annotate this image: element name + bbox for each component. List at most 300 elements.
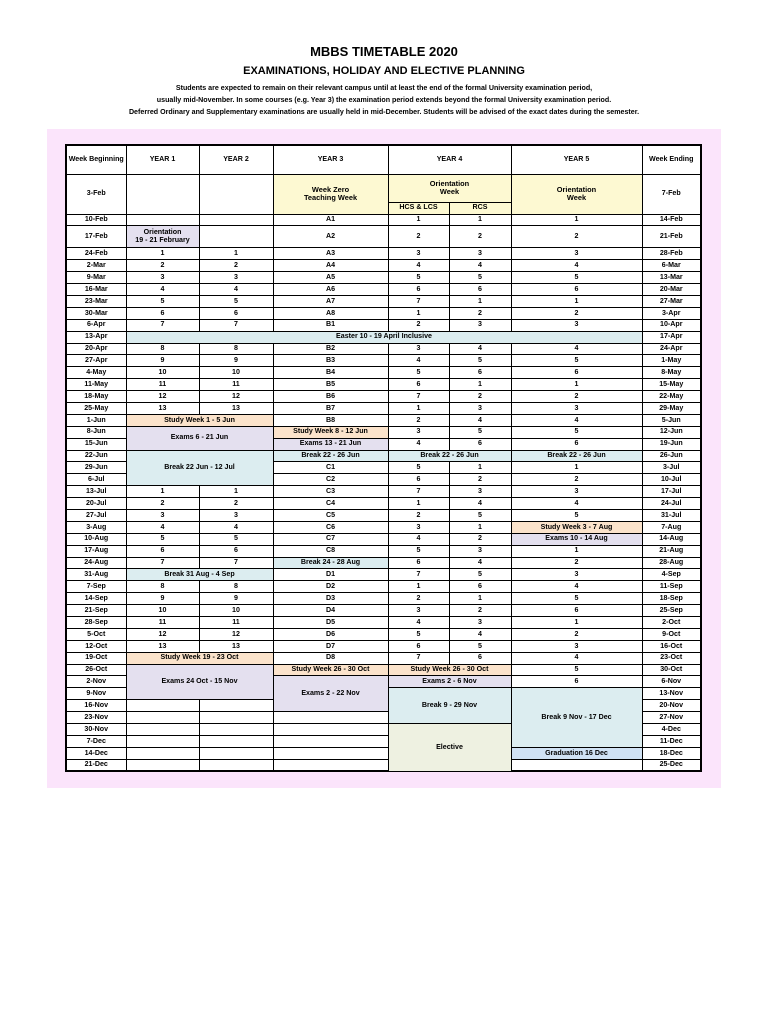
header-year4: YEAR 4 xyxy=(388,145,511,174)
schedule-cell: 2 xyxy=(126,260,199,272)
week-beginning-cell: 11-May xyxy=(66,379,126,391)
week-beginning-cell: 30-Nov xyxy=(66,724,126,736)
schedule-cell: 7 xyxy=(388,391,449,403)
schedule-event-cell: Easter 10 - 19 April Inclusive xyxy=(126,331,642,343)
schedule-cell: 7 xyxy=(388,295,449,307)
schedule-cell: 3 xyxy=(511,248,642,260)
schedule-cell: 10 xyxy=(199,605,273,617)
empty-cell xyxy=(199,759,273,771)
schedule-cell: 1 xyxy=(388,402,449,414)
week-ending-cell: 24-Apr xyxy=(642,343,701,355)
schedule-cell: D4 xyxy=(273,605,388,617)
schedule-cell: 3 xyxy=(449,248,511,260)
schedule-cell: 1 xyxy=(449,521,511,533)
schedule-cell: A8 xyxy=(273,307,388,319)
week-beginning-cell: 2-Mar xyxy=(66,260,126,272)
schedule-event-cell: Graduation 16 Dec xyxy=(511,747,642,759)
week-row xyxy=(66,319,701,331)
schedule-event-cell: Break 31 Aug - 4 Sep xyxy=(126,569,273,581)
schedule-cell: 2 xyxy=(449,605,511,617)
week-ending-cell: 9-Oct xyxy=(642,628,701,640)
week-beginning-cell: 6-Jul xyxy=(66,474,126,486)
schedule-cell: 9 xyxy=(126,593,199,605)
week-ending-cell: 19-Jun xyxy=(642,438,701,450)
schedule-cell: 3 xyxy=(449,617,511,629)
schedule-cell: 12 xyxy=(199,628,273,640)
schedule-event-cell: Study Week 8 - 12 Jun xyxy=(273,426,388,438)
week-ending-cell: 10-Jul xyxy=(642,474,701,486)
schedule-cell: 1 xyxy=(511,617,642,629)
schedule-cell: A1 xyxy=(273,214,388,226)
schedule-cell: 8 xyxy=(199,581,273,593)
week-ending-cell: 20-Mar xyxy=(642,284,701,296)
schedule-cell: 13 xyxy=(126,402,199,414)
week-beginning-cell: 4-May xyxy=(66,367,126,379)
year5-orientation-cell: Orientation Week xyxy=(511,174,642,214)
week-row xyxy=(66,569,701,581)
week-row xyxy=(66,272,701,284)
schedule-cell: B6 xyxy=(273,391,388,403)
schedule-cell: 2 xyxy=(388,509,449,521)
year1-cell xyxy=(126,174,199,214)
schedule-cell: 10 xyxy=(126,367,199,379)
empty-cell xyxy=(126,724,199,736)
header-year3: YEAR 3 xyxy=(273,145,388,174)
page-subtitle: EXAMINATIONS, HOLIDAY AND ELECTIVE PLANNING xyxy=(243,65,525,77)
week-ending-cell: 30-Oct xyxy=(642,664,701,676)
week-beginning-cell: 24-Feb xyxy=(66,248,126,260)
schedule-cell: 5 xyxy=(126,533,199,545)
week-beginning-cell: 29-Jun xyxy=(66,462,126,474)
schedule-cell: A5 xyxy=(273,272,388,284)
schedule-cell: 6 xyxy=(126,545,199,557)
schedule-cell: 5 xyxy=(388,628,449,640)
schedule-cell: 5 xyxy=(511,272,642,284)
schedule-cell: 13 xyxy=(199,402,273,414)
schedule-cell: A3 xyxy=(273,248,388,260)
week-beginning-cell: 7-Dec xyxy=(66,735,126,747)
schedule-cell: C3 xyxy=(273,486,388,498)
schedule-cell: 3 xyxy=(511,402,642,414)
week-row xyxy=(66,628,701,640)
schedule-cell: 3 xyxy=(449,486,511,498)
week-beginning-cell: 28-Sep xyxy=(66,617,126,629)
schedule-event-cell: Elective xyxy=(388,724,511,772)
schedule-event-cell: Break 9 Nov - 17 Dec xyxy=(511,688,642,747)
week-beginning-cell: 18-May xyxy=(66,391,126,403)
schedule-cell: D2 xyxy=(273,581,388,593)
week-row xyxy=(66,759,701,771)
schedule-cell: 4 xyxy=(199,284,273,296)
empty-cell xyxy=(199,747,273,759)
schedule-cell: 3 xyxy=(126,509,199,521)
schedule-cell: 2 xyxy=(449,391,511,403)
schedule-cell: D3 xyxy=(273,593,388,605)
schedule-cell: 3 xyxy=(126,272,199,284)
week-row xyxy=(66,664,701,676)
week-ending-cell: 25-Dec xyxy=(642,759,701,771)
week-beginning-cell: 8-Jun xyxy=(66,426,126,438)
schedule-event-cell: Break 9 - 29 Nov xyxy=(388,688,511,724)
year4-hcs-lcs-header: HCS & LCS xyxy=(388,202,449,214)
week-beginning-cell: 16-Nov xyxy=(66,700,126,712)
week-ending-cell: 25-Sep xyxy=(642,605,701,617)
week-beginning-cell: 13-Apr xyxy=(66,331,126,343)
schedule-cell: 4 xyxy=(126,284,199,296)
schedule-cell: D1 xyxy=(273,569,388,581)
week-beginning-cell: 16-Mar xyxy=(66,284,126,296)
week-row xyxy=(66,355,701,367)
week-beginning-cell: 27-Apr xyxy=(66,355,126,367)
week-row xyxy=(66,486,701,498)
schedule-cell: 4 xyxy=(511,343,642,355)
schedule-cell: 6 xyxy=(388,474,449,486)
week-ending-cell: 1-May xyxy=(642,355,701,367)
schedule-cell: 2 xyxy=(388,319,449,331)
schedule-event-cell: Exams 2 - 6 Nov xyxy=(388,676,511,688)
week-beginning-cell: 9-Mar xyxy=(66,272,126,284)
week-row xyxy=(66,402,701,414)
header-year1: YEAR 1 xyxy=(126,145,199,174)
schedule-cell: 5 xyxy=(449,355,511,367)
schedule-cell: 1 xyxy=(126,248,199,260)
week-ending-cell: 4-Sep xyxy=(642,569,701,581)
intro-line: Deferred Ordinary and Supplementary examinations are usually held in mid-December. Students will be advised of the exact dates during the semester. xyxy=(128,108,640,116)
schedule-cell: 3 xyxy=(388,426,449,438)
week-ending-cell: 6-Nov xyxy=(642,676,701,688)
schedule-cell: 5 xyxy=(511,664,642,676)
schedule-cell: 6 xyxy=(511,438,642,450)
year4-rcs-header: RCS xyxy=(449,202,511,214)
schedule-cell: 7 xyxy=(126,319,199,331)
schedule-cell: 5 xyxy=(388,545,449,557)
week-beginning-cell: 23-Mar xyxy=(66,295,126,307)
schedule-cell: 4 xyxy=(449,414,511,426)
schedule-event-cell: Study Week 19 - 23 Oct xyxy=(126,652,273,664)
schedule-cell: 1 xyxy=(511,214,642,226)
schedule-cell: 6 xyxy=(449,367,511,379)
week-ending-cell: 15-May xyxy=(642,379,701,391)
week-ending-cell: 21-Feb xyxy=(642,226,701,248)
week-beginning-cell: 10-Aug xyxy=(66,533,126,545)
schedule-cell: 1 xyxy=(388,214,449,226)
empty-cell xyxy=(273,712,388,724)
week-row xyxy=(66,414,701,426)
schedule-cell: 6 xyxy=(449,438,511,450)
schedule-cell: 2 xyxy=(511,226,642,248)
schedule-cell: 9 xyxy=(126,355,199,367)
schedule-event-cell: Exams 10 - 14 Aug xyxy=(511,533,642,545)
week-beginning-cell: 2-Nov xyxy=(66,676,126,688)
schedule-cell: 6 xyxy=(511,676,642,688)
empty-cell xyxy=(199,700,273,712)
schedule-cell: 7 xyxy=(199,319,273,331)
schedule-cell: 5 xyxy=(449,640,511,652)
schedule-cell: C7 xyxy=(273,533,388,545)
week-ending-cell: 12-Jun xyxy=(642,426,701,438)
week-ending-cell: 24-Jul xyxy=(642,498,701,510)
schedule-cell: 6 xyxy=(126,307,199,319)
schedule-cell: 1 xyxy=(449,295,511,307)
week-beginning-cell: 6-Apr xyxy=(66,319,126,331)
schedule-cell: 5 xyxy=(388,462,449,474)
schedule-cell: 2 xyxy=(511,307,642,319)
schedule-cell: 13 xyxy=(199,640,273,652)
empty-cell xyxy=(126,700,199,712)
week-beginning-cell: 17-Feb xyxy=(66,226,126,248)
empty-cell xyxy=(199,724,273,736)
week-ending-cell: 16-Oct xyxy=(642,640,701,652)
schedule-cell: 5 xyxy=(199,295,273,307)
schedule-cell: 5 xyxy=(511,593,642,605)
schedule-event-cell: Exams 13 - 21 Jun xyxy=(273,438,388,450)
week-row xyxy=(66,509,701,521)
week-row xyxy=(66,367,701,379)
week-row xyxy=(66,260,701,272)
empty-cell xyxy=(126,712,199,724)
week-beginning-cell: 7-Sep xyxy=(66,581,126,593)
schedule-cell: 8 xyxy=(126,343,199,355)
week-ending-cell: 10-Apr xyxy=(642,319,701,331)
schedule-cell: B4 xyxy=(273,367,388,379)
week-ending-cell: 13-Mar xyxy=(642,272,701,284)
schedule-cell: 12 xyxy=(126,628,199,640)
schedule-cell: 2 xyxy=(449,226,511,248)
schedule-event-cell: Break 22 - 26 Jun xyxy=(273,450,388,462)
schedule-cell: D5 xyxy=(273,617,388,629)
week-row xyxy=(66,593,701,605)
empty-cell xyxy=(273,747,388,759)
week-row xyxy=(66,450,701,462)
schedule-cell: 3 xyxy=(511,640,642,652)
week-beginning-cell: 3-Aug xyxy=(66,521,126,533)
schedule-cell: 6 xyxy=(449,284,511,296)
week-row xyxy=(66,545,701,557)
schedule-cell: 5 xyxy=(388,272,449,284)
schedule-cell: 4 xyxy=(511,498,642,510)
week-beginning-cell: 13-Jul xyxy=(66,486,126,498)
schedule-cell: 1 xyxy=(388,307,449,319)
week-ending-cell: 14-Feb xyxy=(642,214,701,226)
schedule-cell: 5 xyxy=(126,295,199,307)
schedule-cell: 7 xyxy=(388,486,449,498)
week-ending-cell: 11-Sep xyxy=(642,581,701,593)
intro-line: usually mid-November. In some courses (e.g. Year 3) the examination period extends beyond the formal University examination period. xyxy=(156,96,612,104)
week-row xyxy=(66,533,701,545)
week-ending-cell: 7-Feb xyxy=(642,174,701,214)
week-row xyxy=(66,498,701,510)
week-beginning-cell: 3-Feb xyxy=(66,174,126,214)
schedule-cell: 4 xyxy=(388,260,449,272)
week-row xyxy=(66,605,701,617)
schedule-cell: 3 xyxy=(388,343,449,355)
week-beginning-cell: 19-Oct xyxy=(66,652,126,664)
empty-cell xyxy=(273,759,388,771)
intro-line: Students are expected to remain on their relevant campus until at least the end of the formal University examination period, xyxy=(175,84,593,92)
week-ending-cell: 23-Oct xyxy=(642,652,701,664)
week-beginning-cell: 23-Nov xyxy=(66,712,126,724)
schedule-cell: 3 xyxy=(449,545,511,557)
schedule-cell: 1 xyxy=(511,462,642,474)
week-ending-cell: 8-May xyxy=(642,367,701,379)
schedule-cell: 8 xyxy=(126,581,199,593)
schedule-cell: 4 xyxy=(449,343,511,355)
schedule-cell: 3 xyxy=(511,486,642,498)
schedule-cell: 12 xyxy=(126,391,199,403)
schedule-cell: C5 xyxy=(273,509,388,521)
schedule-event-cell: Break 22 Jun - 12 Jul xyxy=(126,450,273,486)
schedule-event-cell: Exams 24 Oct - 15 Nov xyxy=(126,664,273,700)
schedule-event-cell: Exams 6 - 21 Jun xyxy=(126,426,273,450)
week-row xyxy=(66,426,701,438)
schedule-cell: 4 xyxy=(449,628,511,640)
week-beginning-cell: 27-Jul xyxy=(66,509,126,521)
header-week-ending: Week Ending xyxy=(642,145,701,174)
schedule-cell: 3 xyxy=(388,521,449,533)
week-ending-cell: 3-Apr xyxy=(642,307,701,319)
week-beginning-cell: 22-Jun xyxy=(66,450,126,462)
schedule-cell: 7 xyxy=(388,652,449,664)
week-row xyxy=(66,214,701,226)
schedule-cell: 5 xyxy=(449,509,511,521)
schedule-cell: 3 xyxy=(388,605,449,617)
schedule-cell: 6 xyxy=(511,367,642,379)
week-row xyxy=(66,617,701,629)
empty-cell xyxy=(126,735,199,747)
empty-cell xyxy=(199,226,273,248)
schedule-cell: 2 xyxy=(199,498,273,510)
schedule-cell: 5 xyxy=(511,509,642,521)
schedule-cell: 6 xyxy=(388,557,449,569)
schedule-cell: B2 xyxy=(273,343,388,355)
schedule-cell: 7 xyxy=(126,557,199,569)
week-ending-cell: 4-Dec xyxy=(642,724,701,736)
empty-cell xyxy=(199,214,273,226)
week-beginning-cell: 31-Aug xyxy=(66,569,126,581)
schedule-cell: 12 xyxy=(199,391,273,403)
schedule-cell: 3 xyxy=(511,319,642,331)
week-row xyxy=(66,379,701,391)
schedule-cell: 9 xyxy=(199,593,273,605)
empty-cell xyxy=(273,735,388,747)
schedule-event-cell: Exams 2 - 22 Nov xyxy=(273,676,388,712)
schedule-cell: 6 xyxy=(511,605,642,617)
schedule-cell: 5 xyxy=(511,355,642,367)
week-ending-cell: 17-Apr xyxy=(642,331,701,343)
schedule-cell: 5 xyxy=(449,272,511,284)
week-beginning-cell: 21-Sep xyxy=(66,605,126,617)
week-ending-cell: 17-Jul xyxy=(642,486,701,498)
week-row xyxy=(66,343,701,355)
week-beginning-cell: 20-Apr xyxy=(66,343,126,355)
schedule-cell: 3 xyxy=(449,402,511,414)
schedule-cell: 4 xyxy=(449,557,511,569)
week-ending-cell: 13-Nov xyxy=(642,688,701,700)
schedule-cell: C4 xyxy=(273,498,388,510)
schedule-cell: 3 xyxy=(511,569,642,581)
week-beginning-cell: 5-Oct xyxy=(66,628,126,640)
timetable xyxy=(65,144,702,772)
week-beginning-cell: 26-Oct xyxy=(66,664,126,676)
week-ending-cell: 11-Dec xyxy=(642,735,701,747)
schedule-cell: 1 xyxy=(449,379,511,391)
schedule-cell: C8 xyxy=(273,545,388,557)
week-ending-cell: 20-Nov xyxy=(642,700,701,712)
week-beginning-cell: 25-May xyxy=(66,402,126,414)
schedule-cell: 2 xyxy=(449,474,511,486)
schedule-cell: 1 xyxy=(388,581,449,593)
week-ending-cell: 3-Jul xyxy=(642,462,701,474)
week-beginning-cell: 30-Mar xyxy=(66,307,126,319)
schedule-cell: 4 xyxy=(511,652,642,664)
schedule-cell: 4 xyxy=(126,521,199,533)
schedule-cell: 4 xyxy=(199,521,273,533)
empty-cell xyxy=(199,735,273,747)
schedule-cell: 13 xyxy=(126,640,199,652)
week-row xyxy=(66,557,701,569)
schedule-cell: B3 xyxy=(273,355,388,367)
schedule-cell: 2 xyxy=(511,557,642,569)
schedule-cell: 4 xyxy=(388,533,449,545)
empty-cell xyxy=(126,759,199,771)
week-beginning-cell: 24-Aug xyxy=(66,557,126,569)
schedule-cell: 4 xyxy=(388,355,449,367)
header-year5: YEAR 5 xyxy=(511,145,642,174)
schedule-cell: 3 xyxy=(388,248,449,260)
year3-week-zero-cell: Week Zero Teaching Week xyxy=(273,174,388,214)
week-ending-cell: 28-Aug xyxy=(642,557,701,569)
schedule-cell: 1 xyxy=(511,379,642,391)
schedule-cell: 11 xyxy=(126,379,199,391)
schedule-cell: B8 xyxy=(273,414,388,426)
week-ending-cell: 14-Aug xyxy=(642,533,701,545)
week-row xyxy=(66,248,701,260)
schedule-cell: 1 xyxy=(449,462,511,474)
schedule-cell: B5 xyxy=(273,379,388,391)
week-ending-cell: 27-Nov xyxy=(642,712,701,724)
schedule-cell: 6 xyxy=(388,284,449,296)
week-beginning-cell: 17-Aug xyxy=(66,545,126,557)
week-ending-cell: 18-Dec xyxy=(642,747,701,759)
schedule-cell: D8 xyxy=(273,652,388,664)
header-year2: YEAR 2 xyxy=(199,145,273,174)
schedule-cell: 3 xyxy=(449,319,511,331)
week-beginning-cell: 14-Sep xyxy=(66,593,126,605)
week-beginning-cell: 10-Feb xyxy=(66,214,126,226)
schedule-cell: 5 xyxy=(449,569,511,581)
week-row xyxy=(66,284,701,296)
schedule-event-cell: Study Week 3 - 7 Aug xyxy=(511,521,642,533)
schedule-event-cell: Break 22 - 26 Jun xyxy=(511,450,642,462)
schedule-cell: 11 xyxy=(199,379,273,391)
week-beginning-cell: 9-Nov xyxy=(66,688,126,700)
schedule-cell: 4 xyxy=(511,260,642,272)
schedule-cell: 4 xyxy=(511,414,642,426)
schedule-cell: 6 xyxy=(199,307,273,319)
year2-cell xyxy=(199,174,273,214)
schedule-cell: 5 xyxy=(449,426,511,438)
week-row xyxy=(66,391,701,403)
week-row xyxy=(66,747,701,759)
schedule-cell: 2 xyxy=(511,628,642,640)
schedule-cell: 5 xyxy=(199,533,273,545)
schedule-cell: 4 xyxy=(511,581,642,593)
schedule-cell: 2 xyxy=(511,391,642,403)
week-row xyxy=(66,295,701,307)
schedule-cell: B7 xyxy=(273,402,388,414)
schedule-cell: 4 xyxy=(388,438,449,450)
schedule-cell: B1 xyxy=(273,319,388,331)
